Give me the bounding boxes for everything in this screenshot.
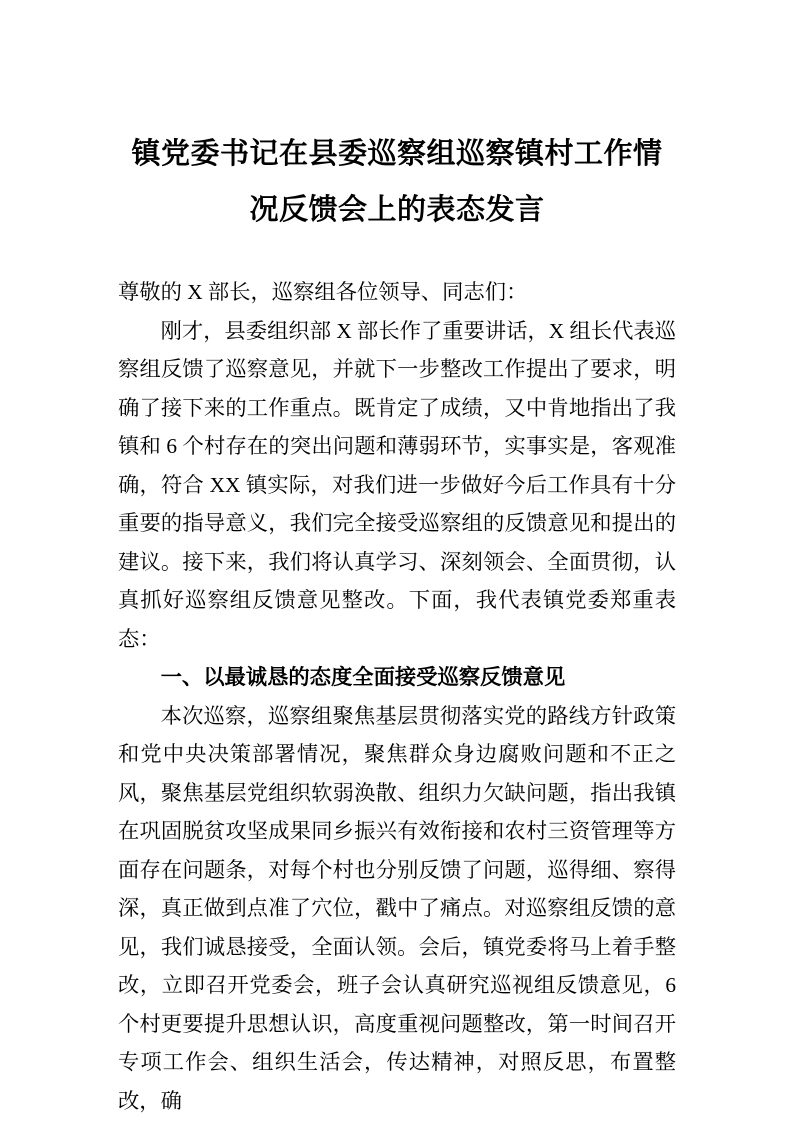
document-content — [118, 126, 676, 1120]
paragraph-opening-remarks: 刚才，县委组织部 X 部长作了重要讲话，X 组长代表巡察组反馈了巡察意见，并就下一步整改工作提出了要求，明确了接下来的工作重点。既肯定了成绩，又中肯地指出了我镇和 6 个村存在的突出问题和薄弱环节，实事实是，客观准确，符合 XX 镇实际，对我们进一步做好今后工作具有十分重要的指导意义，我们完全接受巡察组的反馈意见和提出的建议。接下来，我们将认真学习、深刻领会、全面贯彻，认真抓好巡察组反馈意见整改。下面，我代表镇党委郑重表态： — [118, 318, 676, 651]
document-title: 镇党委书记在县委巡察组巡察镇村工作情况反馈会上的表态发言 — [131, 138, 663, 226]
paragraph-salutation: 尊敬的 X 部长，巡察组各位领导、同志们： — [118, 280, 528, 304]
section-heading-1: 一、以最诚恳的态度全面接受巡察反馈意见 — [160, 665, 566, 689]
paragraph-section-1-body: 本次巡察，巡察组聚焦基层贯彻落实党的路线方针政策和党中央决策部署情况，聚焦群众身边腐败问题和不正之风，聚焦基层党组织软弱涣散、组织力欠缺问题，指出我镇在巩固脱贫攻坚成果同乡振兴有效衔接和农村三资管理等方面存在问题条，对每个村也分别反馈了问题，巡得细、察得深，真正做到点准了穴位，戳中了痛点。对巡察组反馈的意见，我们诚恳接受，全面认领。会后，镇党委将马上着手整改，立即召开党委会，班子会认真研究巡视组反馈意见，6 个村更要提升思想认识，高度重视问题整改，第一时间召开专项工作会、组织生活会，传达精神，对照反思，布置整改，确 — [118, 703, 676, 1113]
document-body — [118, 273, 676, 1120]
